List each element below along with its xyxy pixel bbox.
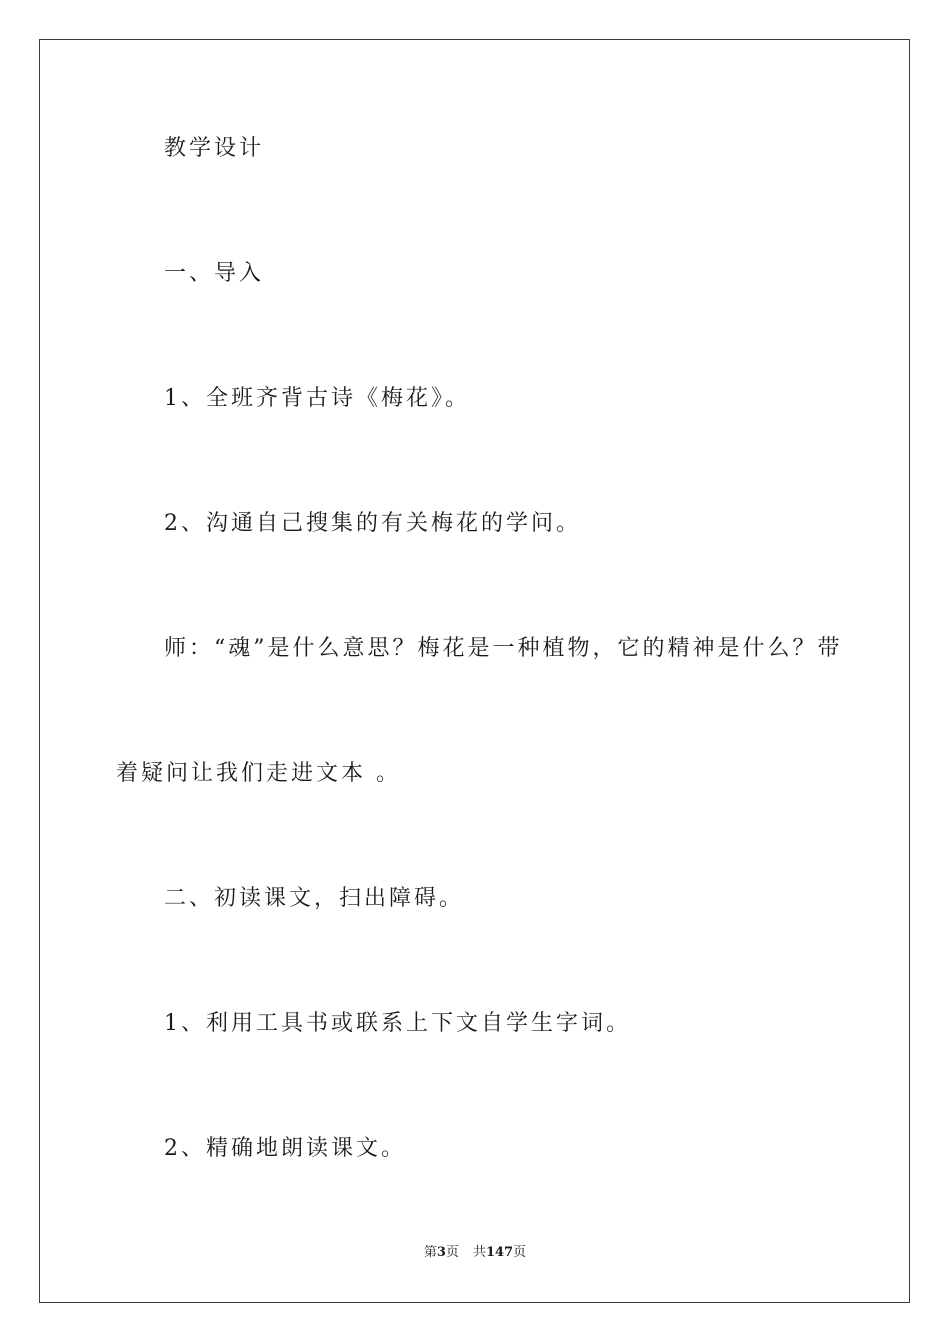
- page-footer: [0, 1244, 950, 1262]
- page-frame: [39, 39, 910, 1303]
- footer-total-suffix: 页: [513, 1245, 527, 1260]
- footer-total-pages: 147: [485, 1245, 514, 1260]
- paragraph-line: 2、精确地朗读课文。: [164, 1136, 406, 1161]
- paragraph-line: 师：“魂”是什么意思？梅花是一种植物，它的精神是什么？带: [164, 636, 843, 661]
- paragraph-line: 着疑问让我们走进文本 。: [116, 761, 401, 786]
- paragraph-line: 2、沟通自己搜集的有关梅花的学问。: [164, 511, 581, 536]
- footer-page-number: 3: [436, 1245, 446, 1260]
- section-heading-introduction: 一、导入: [164, 261, 265, 286]
- document-heading: 教学设计: [164, 136, 265, 161]
- footer-page-suffix: 页: [445, 1245, 459, 1260]
- footer-total-prefix: 共: [472, 1245, 486, 1260]
- footer-page-prefix: 第: [423, 1245, 437, 1260]
- section-heading-first-reading: 二、初读课文，扫出障碍。: [164, 886, 465, 911]
- paragraph-line: 1、全班齐背古诗《梅花》。: [164, 386, 470, 411]
- paragraph-line: 1、利用工具书或联系上下文自学生字词。: [164, 1011, 631, 1036]
